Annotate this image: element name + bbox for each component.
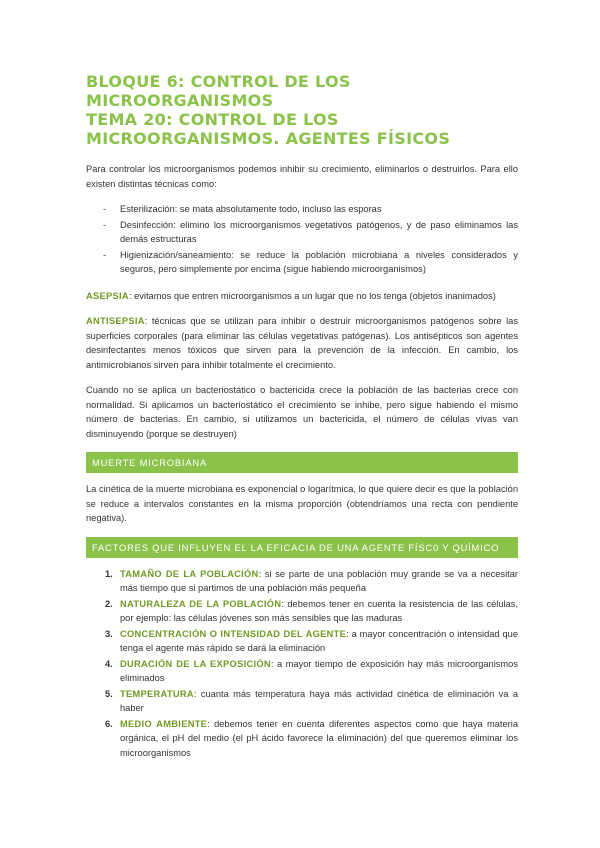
factor-text: : debemos tener en cuenta diferentes aspectos como que haya materia orgánica, el pH del medio (el pH ácido favorece la eliminación) del que queremos eliminar los microorganismos <box>120 718 518 758</box>
asepsia-term: ASEPSIA <box>86 290 129 301</box>
list-item <box>105 657 518 686</box>
list-item <box>103 218 518 247</box>
asepsia-paragraph <box>86 289 518 304</box>
antisepsia-paragraph <box>86 314 518 372</box>
bacteriostatic-paragraph: Cuando no se aplica un bacteriostático o bactericida crece la población de las bacterias crece con normalidad. Si aplicamos un bacteriostático el crecimiento se inhibe, pero sigue habiendo el mismo número de bacterias. En cambio, si utilizamos un bactericida, el número de células vivas van disminuyendo (porque se destruyen) <box>86 385 518 439</box>
item-number: 2. <box>105 598 113 609</box>
asepsia-text: : evitamos que entren microorganismos a un lugar que no los tenga (objetos inanimados) <box>128 290 496 301</box>
factor-term: TEMPERATURA <box>120 688 194 699</box>
item-number: 6. <box>105 718 113 729</box>
factor-text: : debemos tener en cuenta la resistencia de las células, por ejemplo: las células jóvenes son más sensibles que las maduras <box>120 598 518 623</box>
section-heading-death: MUERTE MICROBIANA <box>86 452 518 473</box>
list-item <box>105 717 518 761</box>
factors-list <box>86 567 518 761</box>
list-item <box>103 248 518 277</box>
intro-paragraph: Para controlar los microorganismos podemos inhibir su crecimiento, eliminarlos o destruirlos. Para ello existen distintas técnicas como: <box>86 164 518 189</box>
factor-text: : cuanta más temperatura haya más actividad cinética de eliminación va a haber <box>120 688 518 713</box>
list-item <box>105 597 518 626</box>
factor-term: CONCENTRACIÓN O INTENSIDAD DEL AGENTE <box>120 628 347 639</box>
list-item-text: Esterilización: se mata absolutamente todo, incluso las esporas <box>120 204 382 214</box>
factor-text: : a mayor tiempo de exposición hay más microorganismos eliminados <box>120 658 518 683</box>
factor-term: DURACIÓN DE LA EXPOSICIÓN <box>120 658 271 669</box>
dash-bullet: - <box>103 204 107 214</box>
item-number: 5. <box>105 688 113 699</box>
item-number: 4. <box>105 658 113 669</box>
list-item-text: Desinfección: elimino los microorganismos vegetativos patógenos, y de paso eliminamos las demás estructuras <box>120 219 518 244</box>
list-item-text: Higienización/saneamiento: se reduce la población microbiana a niveles considerados y seguros, pero simplemente por encima (sigue habiendo microorganismos) <box>120 249 518 274</box>
topic-title: TEMA 20: CONTROL DE LOS MICROORGANISMOS. AGENTES FÍSICOS <box>86 110 451 148</box>
factor-term: MEDIO AMBIENTE <box>120 718 208 729</box>
factor-text: : a mayor concentración o intensidad que tenga el agente más rápido se dará la eliminación <box>120 628 518 653</box>
techniques-list <box>86 202 518 277</box>
antisepsia-text: : técnicas que se utilizan para inhibir o destruir microorganismos patógenos sobre las superficies corporales (para eliminar las células vegetativas patógenas). Los antisépticos son agentes desinfectantes menos tóxicos que sirven para la prevención de la infección. En cambio, los antimicrobianos sirven para inhibir totalmente el crecimiento. <box>86 316 518 370</box>
title-block <box>86 72 518 148</box>
dash-bullet: - <box>103 219 107 230</box>
item-number: 1. <box>105 568 113 579</box>
factor-term: NATURALEZA DE LA POBLACIÓN <box>120 598 282 609</box>
factor-text: : si se parte de una población muy grande se va a necesitar más tiempo que si partimos de una población más pequeña <box>120 568 518 593</box>
list-item <box>103 202 518 217</box>
item-number: 3. <box>105 628 113 639</box>
section-heading-factors: FACTORES QUE INFLUYEN EL LA EFICACIA DE UNA AGENTE FÍSC0 Y QUÍMICO <box>86 537 518 558</box>
document-page <box>86 72 518 761</box>
death-paragraph: La cinética de la muerte microbiana es exponencial o logarítmica, lo que quiere decir es que la población se reduce a intervalos constantes en la misma proporción (obtendríamos una recta con pendiente negativa). <box>86 484 518 523</box>
list-item <box>105 687 518 716</box>
antisepsia-term: ANTISEPSIA <box>86 316 145 326</box>
block-title: BLOQUE 6: CONTROL DE LOS MICROORGANISMOS <box>86 72 351 110</box>
list-item <box>105 627 518 656</box>
list-item <box>105 567 518 596</box>
dash-bullet: - <box>103 249 107 260</box>
factor-term: TAMAÑO DE LA POBLACIÓN <box>120 568 259 579</box>
